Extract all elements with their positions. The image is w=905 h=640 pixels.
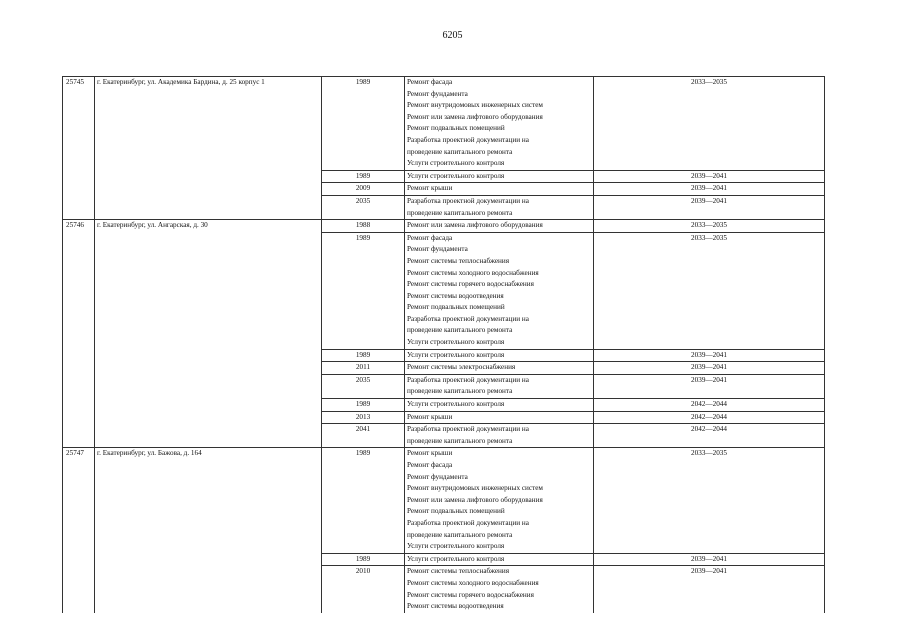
work-item: Ремонт системы водоотведения	[407, 602, 504, 611]
commissioning-year-cell: 1989	[322, 448, 405, 553]
commissioning-year-cell: 2035	[322, 195, 405, 219]
planned-period-cell: 2042—2044	[594, 411, 825, 424]
planned-period-cell: 2042—2044	[594, 424, 825, 448]
planned-period-cell: 2042—2044	[594, 399, 825, 412]
work-item: Ремонт или замена лифтового оборудования	[407, 495, 543, 504]
works-cell	[405, 232, 594, 349]
work-item: Услуги строительного контроля	[407, 171, 505, 180]
work-item: Ремонт или замена лифтового оборудования	[407, 221, 543, 230]
works-cell	[405, 448, 594, 553]
address-cell: г. Екатеринбург, ул. Ангарская, д. 30	[95, 220, 322, 448]
work-item: Ремонт подвальных помещений	[407, 124, 505, 133]
commissioning-year-cell: 1989	[322, 170, 405, 183]
commissioning-year-cell: 2035	[322, 374, 405, 398]
works-cell	[405, 566, 594, 613]
work-item: Ремонт внутридомовых инженерных систем	[407, 101, 543, 110]
work-item: проведение капитального ремонта	[407, 326, 513, 335]
work-item: проведение капитального ремонта	[407, 436, 513, 445]
work-item: Ремонт системы теплоснабжения	[407, 567, 510, 576]
planned-period-cell: 2039—2041	[594, 566, 825, 613]
page-number: 6205	[442, 30, 463, 41]
planned-period-cell: 2033—2035	[594, 232, 825, 349]
house-id-cell: 25745	[63, 77, 95, 220]
commissioning-year-cell: 2041	[322, 424, 405, 448]
planned-period-cell: 2039—2041	[594, 374, 825, 398]
planned-period-cell: 2039—2041	[594, 349, 825, 362]
address-cell: г. Екатеринбург, ул. Академика Бардина, д. 25 корпус 1	[95, 77, 322, 220]
works-cell	[405, 362, 594, 375]
commissioning-year-cell: 1989	[322, 232, 405, 349]
works-cell	[405, 170, 594, 183]
commissioning-year-cell: 1988	[322, 220, 405, 233]
work-item: Услуги строительного контроля	[407, 159, 505, 168]
work-item: Ремонт системы теплоснабжения	[407, 256, 510, 265]
work-item: Ремонт подвальных помещений	[407, 303, 505, 312]
work-item: проведение капитального ремонта	[407, 147, 513, 156]
work-item: Разработка проектной документации на	[407, 375, 529, 384]
planned-period-cell: 2039—2041	[594, 362, 825, 375]
work-item: Разработка проектной документации на	[407, 196, 529, 205]
planned-period-cell: 2033—2035	[594, 220, 825, 233]
work-item: Ремонт крыши	[407, 184, 453, 193]
work-item: Ремонт системы холодного водоснабжения	[407, 268, 539, 277]
work-item: Ремонт фасада	[407, 461, 453, 469]
work-item: Ремонт системы холодного водоснабжения	[407, 578, 539, 587]
table-body	[63, 77, 825, 613]
work-item: Ремонт или замена лифтового оборудования	[407, 112, 543, 121]
work-item: Ремонт фасада	[407, 78, 453, 86]
works-cell	[405, 424, 594, 448]
commissioning-year-cell: 1989	[322, 77, 405, 171]
table-row	[63, 448, 825, 553]
work-item: Ремонт фасада	[407, 233, 453, 242]
works-cell	[405, 374, 594, 398]
work-item: проведение капитального ремонта	[407, 208, 513, 217]
commissioning-year-cell: 1989	[322, 349, 405, 362]
commissioning-year-cell: 1989	[322, 553, 405, 566]
work-item: Разработка проектной документации на	[407, 518, 529, 527]
work-item: Разработка проектной документации на	[407, 425, 529, 434]
work-item: Разработка проектной документации на	[407, 314, 529, 323]
work-item: Услуги строительного контроля	[407, 400, 505, 409]
planned-period-cell: 2039—2041	[594, 553, 825, 566]
planned-period-cell: 2033—2035	[594, 77, 825, 171]
work-item: проведение капитального ремонта	[407, 530, 513, 539]
work-item: Ремонт фундамента	[407, 245, 468, 254]
house-id-cell: 25747	[63, 448, 95, 613]
commissioning-year-cell: 2013	[322, 411, 405, 424]
commissioning-year-cell: 2011	[322, 362, 405, 375]
commissioning-year-cell: 2009	[322, 183, 405, 196]
work-item: Ремонт системы горячего водоснабжения	[407, 280, 534, 289]
table-row	[63, 77, 825, 171]
commissioning-year-cell: 2010	[322, 566, 405, 613]
address-cell: г. Екатеринбург, ул. Бажова, д. 164	[95, 448, 322, 613]
works-cell	[405, 195, 594, 219]
work-item: Услуги строительного контроля	[407, 350, 505, 359]
work-item: проведение капитального ремонта	[407, 387, 513, 396]
work-item: Ремонт фундамента	[407, 472, 468, 481]
work-item: Ремонт крыши	[407, 412, 453, 421]
capital-repair-table	[62, 76, 825, 613]
works-cell	[405, 220, 594, 233]
planned-period-cell: 2039—2041	[594, 170, 825, 183]
works-cell	[405, 349, 594, 362]
work-item: Ремонт подвальных помещений	[407, 507, 505, 516]
work-item: Ремонт системы горячего водоснабжения	[407, 590, 534, 599]
work-item: Ремонт системы водоотведения	[407, 291, 504, 300]
planned-period-cell: 2039—2041	[594, 195, 825, 219]
works-cell	[405, 553, 594, 566]
commissioning-year-cell: 1989	[322, 399, 405, 412]
planned-period-cell: 2033—2035	[594, 448, 825, 553]
work-item: Услуги строительного контроля	[407, 338, 505, 347]
house-id-cell: 25746	[63, 220, 95, 448]
works-cell	[405, 77, 594, 171]
work-item: Ремонт крыши	[407, 449, 453, 458]
work-item: Разработка проектной документации на	[407, 135, 529, 144]
work-item: Услуги строительного контроля	[407, 542, 505, 551]
table-row	[63, 220, 825, 233]
works-cell	[405, 183, 594, 196]
works-cell	[405, 399, 594, 412]
works-cell	[405, 411, 594, 424]
work-item: Ремонт системы электроснабжения	[407, 363, 516, 372]
work-item: Ремонт фундамента	[407, 89, 468, 98]
work-item: Услуги строительного контроля	[407, 554, 505, 563]
planned-period-cell: 2039—2041	[594, 183, 825, 196]
work-item: Ремонт внутридомовых инженерных систем	[407, 484, 543, 493]
